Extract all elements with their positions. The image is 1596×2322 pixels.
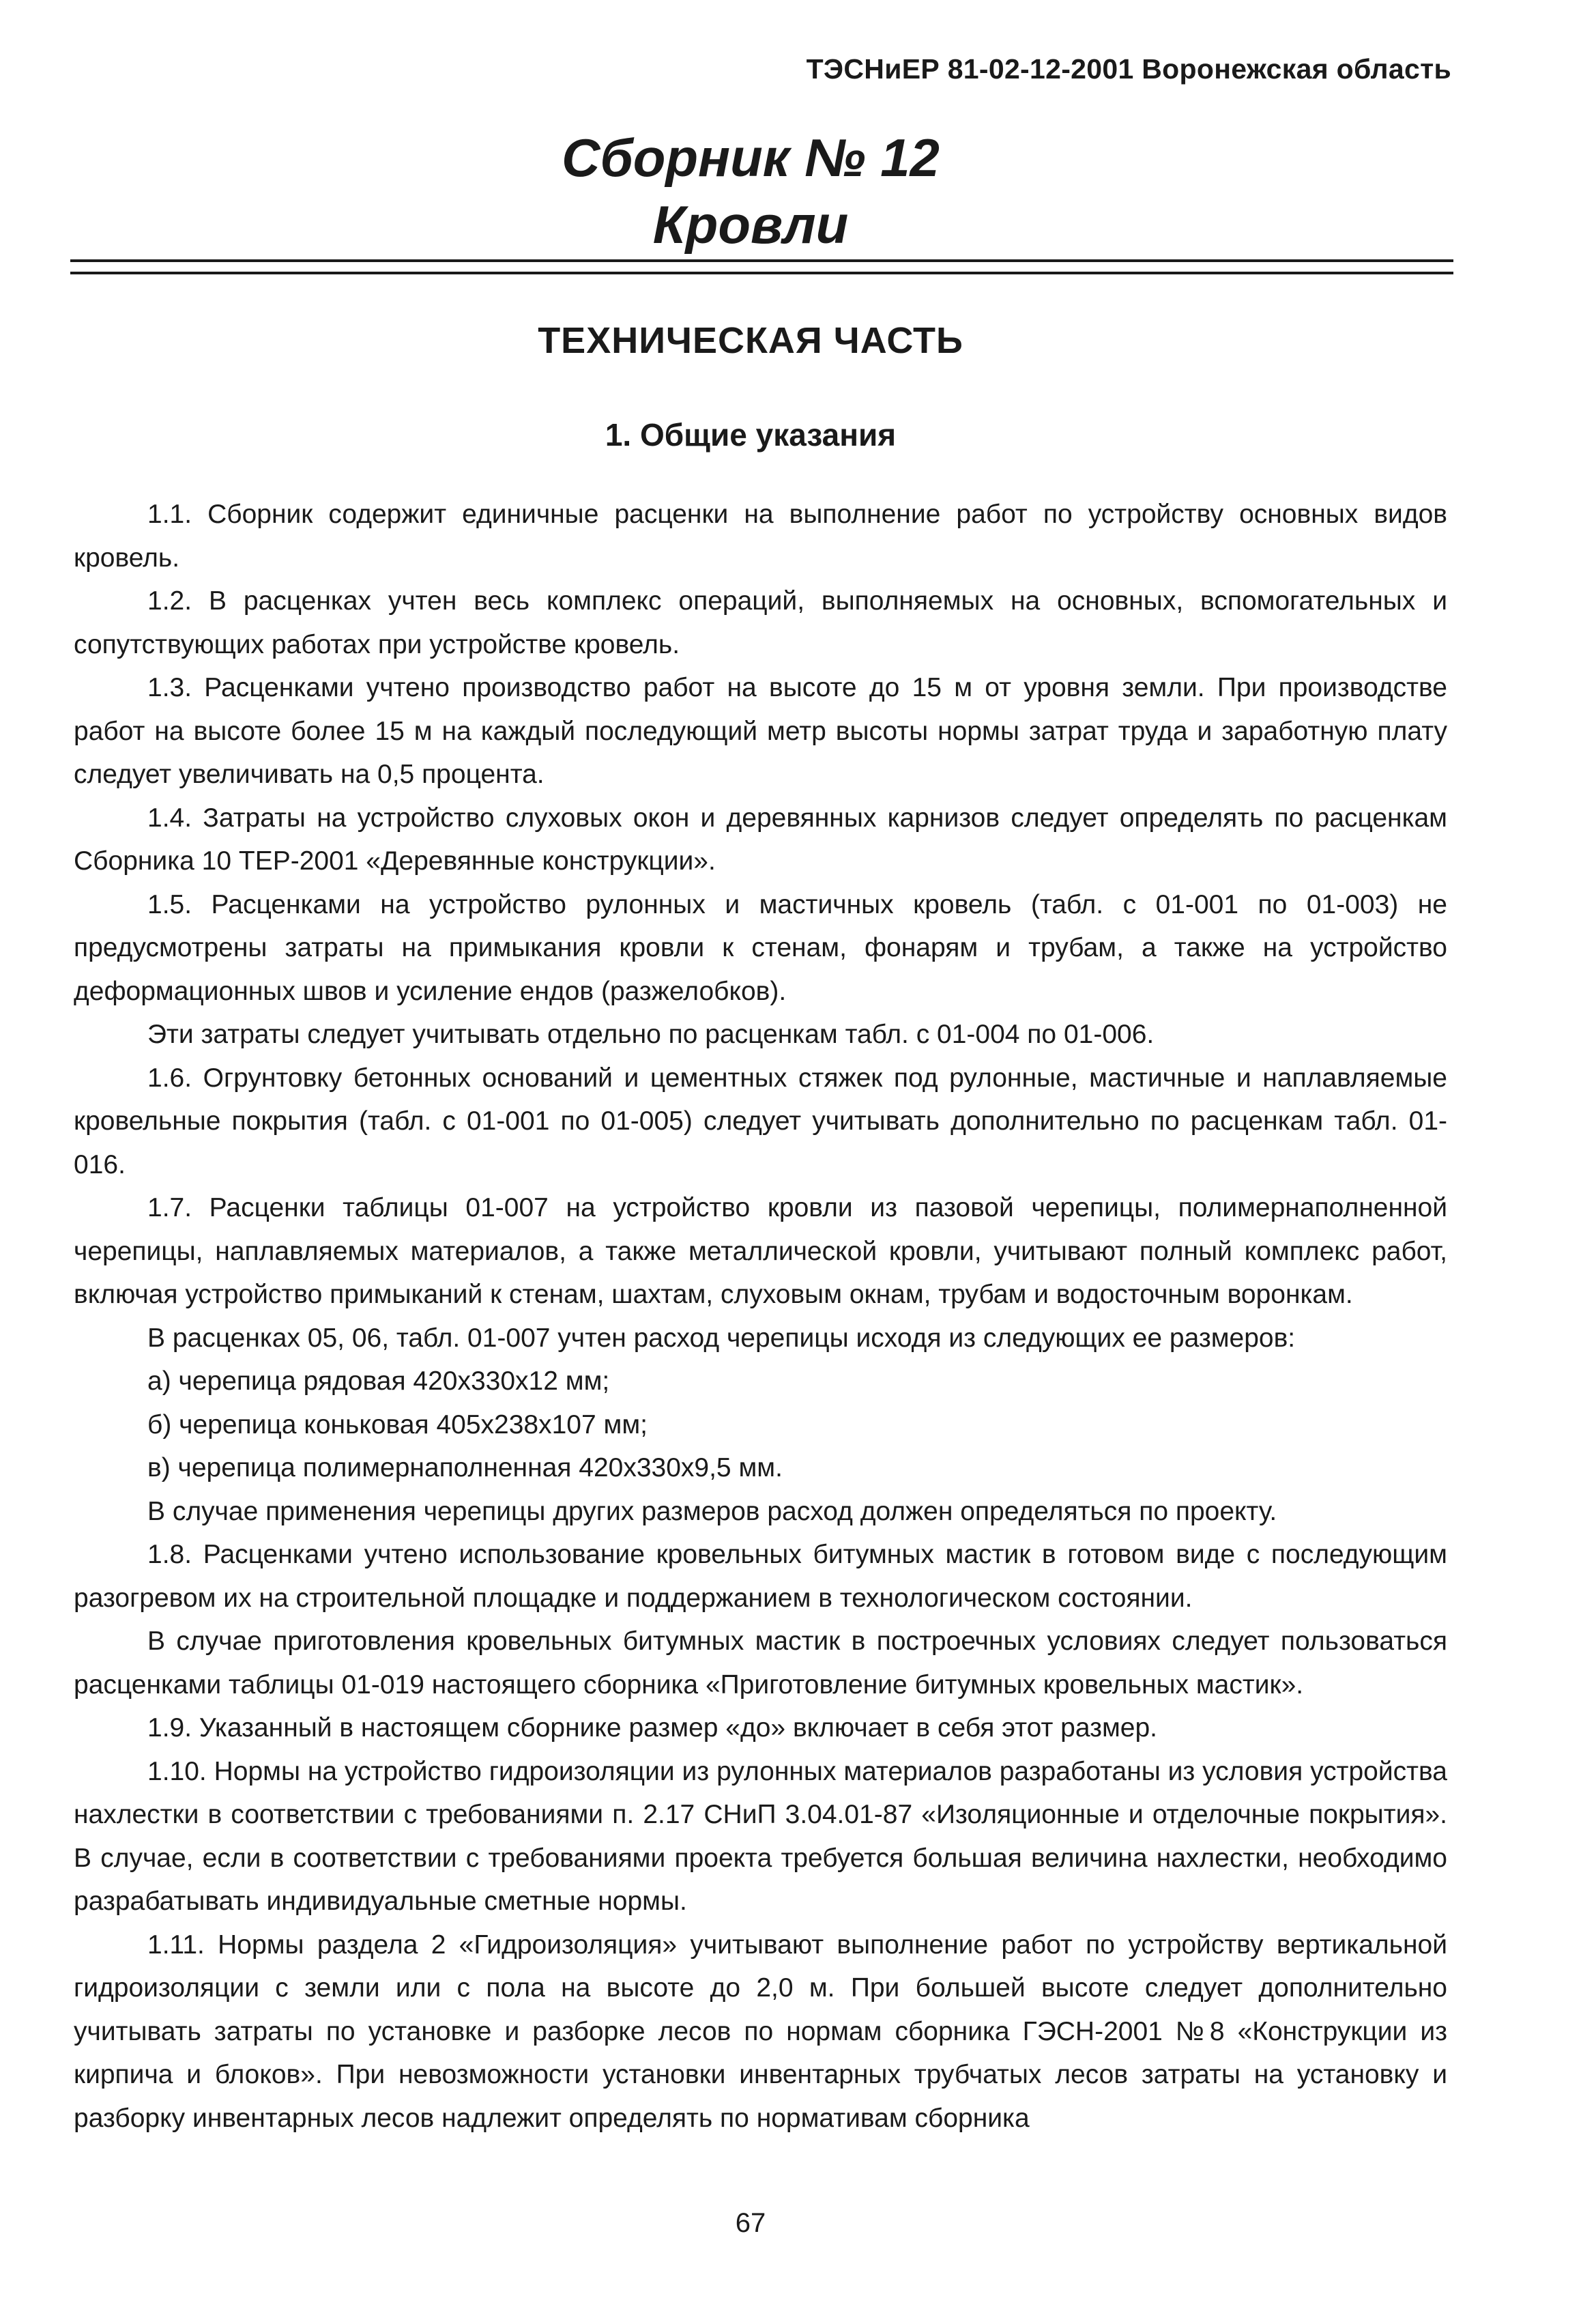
paragraph-1-2: 1.2. В расценках учтен весь комплекс операций, выполняемых на основных, вспомогательных и сопутствующих работах при устройстве кровель. <box>74 586 1447 659</box>
paragraph-1-7-tile-intro: В расценках 05, 06, табл. 01-007 учтен расход черепицы исходя из следующих ее размеров: <box>147 1323 1296 1353</box>
body-text <box>74 493 1447 2140</box>
collection-number-title: Сборник № 12 <box>562 128 940 188</box>
tile-size-item: в) черепица полимернаполненная 420х330х9,5 мм. <box>147 1453 783 1482</box>
tile-size-item: а) черепица рядовая 420х330х12 мм; <box>147 1366 610 1396</box>
paragraph-1-5-note: Эти затраты следует учитывать отдельно по расценкам табл. с 01-004 по 01-006. <box>147 1020 1155 1049</box>
title-double-rule <box>70 259 1453 274</box>
paragraph-1-7-note: В случае применения черепицы других размеров расход должен определяться по проекту. <box>147 1496 1277 1526</box>
paragraph-1-3: 1.3. Расценками учтено производство работ на высоте до 15 м от уровня земли. При производстве работ на высоте более 15 м на каждый последующий метр высоты нормы затрат труда и заработную плату следует увеличивать на 0,5 процента. <box>74 673 1447 789</box>
paragraph-1-7: 1.7. Расценки таблицы 01-007 на устройство кровли из пазовой черепицы, полимернаполненной черепицы, наплавляемых материалов, а также металлической кровли, учитывают полный комплекс работ, включая устройство примыканий к стенам, шахтам, слуховым окнам, трубам и водосточным воронкам. <box>74 1193 1447 1309</box>
paragraph-1-1: 1.1. Сборник содержит единичные расценки на выполнение работ по устройству основных видов кровель. <box>74 500 1447 573</box>
document-code-header: ТЭСНиЕР 81-02-12-2001 Воронежская область <box>806 53 1451 85</box>
subsection-heading: 1. Общие указания <box>605 417 897 453</box>
paragraph-1-6: 1.6. Огрунтовку бетонных оснований и цементных стяжек под рулонные, мастичные и наплавляемые кровельные покрытия (табл. с 01-001 по 01-005) следует учитывать дополнительно по расценкам табл. 01-016. <box>74 1063 1447 1179</box>
paragraph-1-8-note: В случае приготовления кровельных битумных мастик в построечных условиях следует пользоваться расценками таблицы 01-019 настоящего сборника «Приготовление битумных кровельных мастик». <box>74 1626 1447 1700</box>
paragraph-1-11: 1.11. Нормы раздела 2 «Гидроизоляция» учитывают выполнение работ по устройству вертикальной гидроизоляции с земли или с пола на высоте до 2,0 м. При большей высоте следует дополнительно учитывать затраты по установке и разборке лесов по нормам сборника ГЭСН-2001 №8 «Конструкции из кирпича и блоков». При невозможности установки инвентарных трубчатых лесов затраты на установку и разборку инвентарных лесов надлежит определять по нормативам сборника <box>74 1930 1447 2133</box>
paragraph-1-8: 1.8. Расценками учтено использование кровельных битумных мастик в готовом виде с последующим разогревом их на строительной площадке и поддержанием в технологическом состоянии. <box>74 1540 1447 1613</box>
paragraph-1-5: 1.5. Расценками на устройство рулонных и мастичных кровель (табл. с 01-001 по 01-003) не предусмотрены затраты на примыкания кровли к стенам, фонарям и трубам, а также на устройство деформационных швов и усиление ендов (разжелобков). <box>74 889 1447 1006</box>
collection-name-title: Кровли <box>652 195 849 255</box>
paragraph-1-9: 1.9. Указанный в настоящем сборнике размер «до» включает в себя этот размер. <box>147 1713 1158 1743</box>
page-number: 67 <box>735 2208 766 2238</box>
paragraph-1-10: 1.10. Нормы на устройство гидроизоляции из рулонных материалов разработаны из условия устройства нахлестки в соответствии с требованиями п. 2.17 СНиП 3.04.01-87 «Изоляционные и отделочные покрытия». В случае, если в соответствии с требованиями проекта требуется большая величина нахлестки, необходимо разрабатывать индивидуальные сметные нормы. <box>74 1756 1447 1916</box>
paragraph-1-4: 1.4. Затраты на устройство слуховых окон и деревянных карнизов следует определять по расценкам Сборника 10 ТЕР-2001 «Деревянные конструкции». <box>74 803 1447 876</box>
tile-size-item: б) черепица коньковая 405х238х107 мм; <box>147 1409 648 1439</box>
section-heading: ТЕХНИЧЕСКАЯ ЧАСТЬ <box>538 320 963 361</box>
